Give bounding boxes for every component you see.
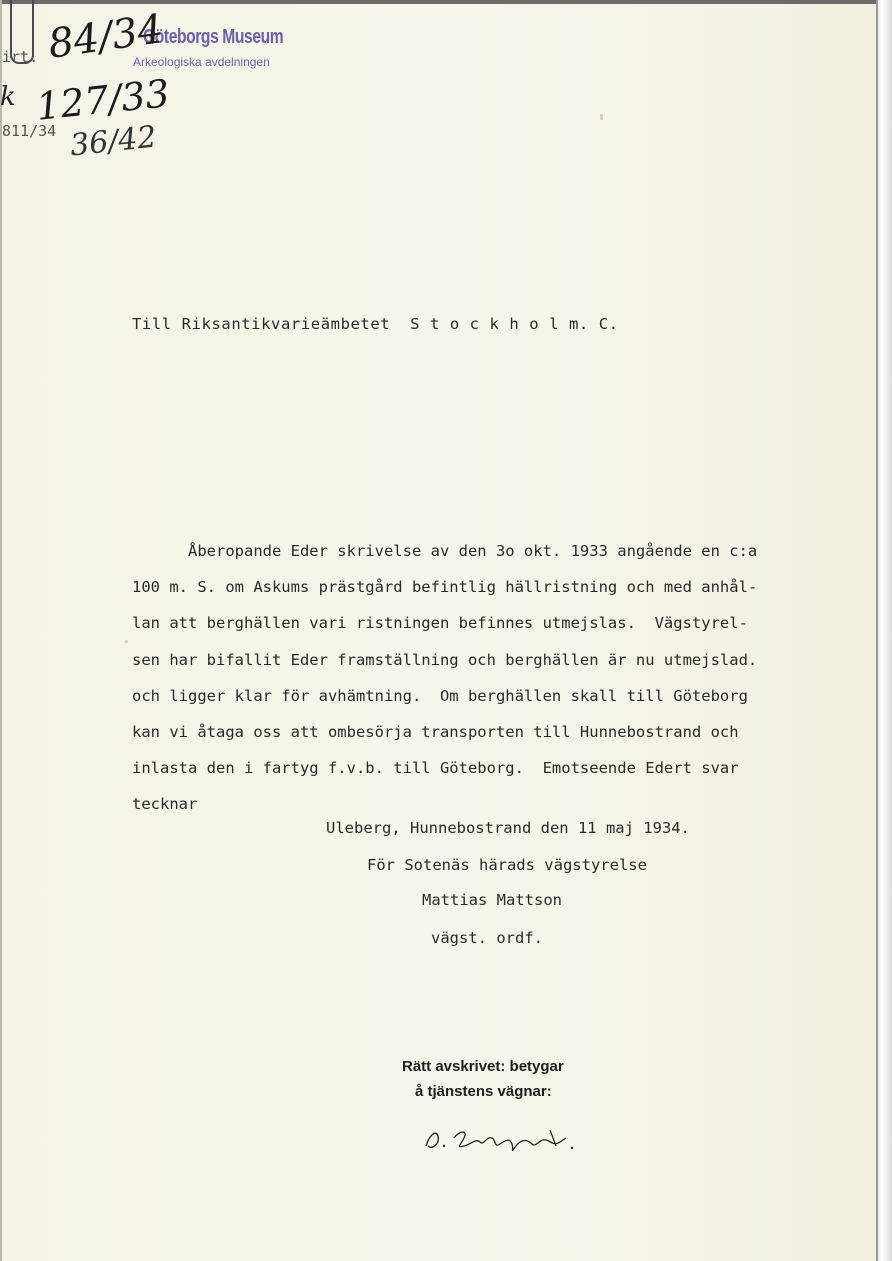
handwritten-reference-1: 84/34 <box>45 6 166 68</box>
body-line: lan att berghällen vari ristningen befinnes utmejslas. Vägstyrel- <box>132 614 748 633</box>
body-line: Åberopande Eder skrivelse av den 3o okt. 1933 angående en c:a <box>132 542 758 560</box>
paper-speck <box>125 640 128 643</box>
handwritten-reference-2: 127/33 <box>34 71 172 129</box>
address-line: Till Riksantikvarieämbetet S t o c k h o l m. C. <box>132 315 619 333</box>
closing-organization: För Sotenäs härads vägstyrelse <box>367 856 647 874</box>
body-line: tecknar <box>132 795 198 814</box>
typed-margin-note-1: irt. <box>2 48 39 66</box>
closing-place-date: Uleberg, Hunnebostrand den 11 maj 1934. <box>326 819 690 837</box>
certification-line-2: å tjänstens vägnar: <box>415 1083 552 1100</box>
handwritten-margin-mark: k <box>0 82 16 112</box>
body-line: sen har bifallit Eder framställning och berghällen är nu utmejslad. <box>132 650 758 669</box>
scan-right-shadow <box>876 0 878 1261</box>
certification-line-1: Rätt avskrivet: betygar <box>402 1058 564 1075</box>
binder-line <box>0 0 2 1261</box>
handwritten-signature <box>420 1116 580 1156</box>
letter-body <box>132 533 872 823</box>
closing-signer-name: Mattias Mattson <box>422 891 562 909</box>
scan-top-edge <box>0 0 892 4</box>
body-line: kan vi åtaga oss att ombesörja transporten till Hunnebostrand och <box>132 723 739 742</box>
scan-right-edge <box>876 0 892 1261</box>
museum-stamp-title: Göteborgs Museum <box>143 26 284 48</box>
body-line: och ligger klar för avhämtning. Om berghällen skall till Göteborg <box>132 686 748 705</box>
body-line: 100 m. S. om Askums prästgård befintlig hällristning och med anhål- <box>132 578 758 597</box>
handwritten-reference-3: 36/42 <box>68 119 159 164</box>
closing-signer-title: vägst. ordf. <box>431 929 543 947</box>
typed-margin-note-2: 811/34 <box>2 122 57 140</box>
paper-speck <box>600 114 603 120</box>
body-line: inlasta den i fartyg f.v.b. till Göteborg. Emotseende Edert svar <box>132 759 739 778</box>
museum-stamp-subtitle: Arkeologiska avdelningen <box>133 55 270 69</box>
